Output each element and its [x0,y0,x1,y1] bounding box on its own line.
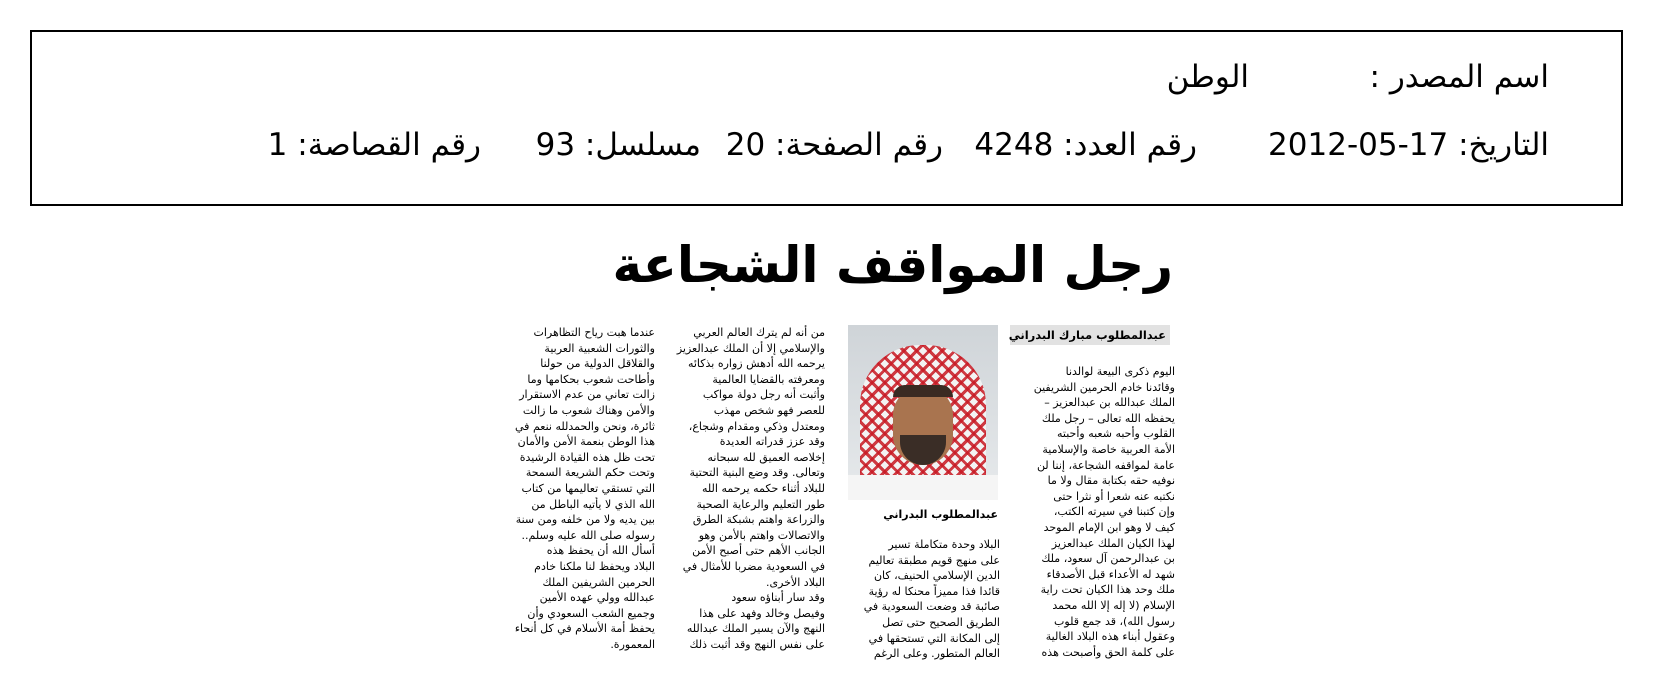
source-value: الوطن [1166,59,1249,95]
article-line: وعقول أبناء هذه البلاد الغالية [1045,630,1175,644]
article-line: الملك عبدالله بن عبدالعزيز – [1044,396,1175,410]
article-line: وجميع الشعب السعودي وأن [527,606,655,620]
article-line: يحفظ أمة الأسلام في كل أنحاء [514,622,655,636]
article-line: وتحت حكم الشريعة السمحة [525,466,655,480]
article-line: طور التعليم والرعاية الصحية [696,497,825,511]
article-line: بين يديه ولا من خلفه ومن سنة [515,513,655,527]
clip-number: رقم القصاصة: 1 [267,127,481,163]
article-line: من أنه لم يترك العالم العربي [693,326,825,339]
article-line: الطريق الصحيح حتى تصل [882,615,1000,629]
author-byline: عبدالمطلوب مبارك البدراني [1010,325,1170,345]
article-line: والزراعة واهتم بشبكة الطرق [692,513,825,527]
article-line: للبلاد أثناء حكمه يرحمه الله [702,481,825,495]
article-line: يحفظه الله تعالى – رجل ملك [1041,411,1175,425]
article-line: والأمن وهناك شعوب ما زالت [522,403,655,417]
article-line: وقد سار أبناؤه سعود [731,591,825,605]
article-line: شهد له الأعداء قبل الأصدقاء [1046,567,1175,581]
article-line: العالم المتطور. وعلى الرغم [873,647,1000,661]
article-line: اليوم ذكرى البيعة لوالدنا [1065,365,1175,378]
article-line: البلاد ويحفظ لنا ملكنا خادم [534,559,655,573]
article-line: ومعتدل وذكي ومقدام وشجاع، [688,419,825,433]
article-line: عامة لمواقفه الشجاعة، إننا لن [1036,458,1175,472]
article-line: الدين الإسلامي الحنيف، كان [873,569,1000,583]
article-line: عبدالله وولي عهده الأمين [539,591,655,605]
date-field: التاريخ: 17-05-2012 [1268,127,1549,163]
article-line: بن عبدالرحمن آل سعود، ملك [1041,552,1175,566]
article-line: في السعودية مضربا للأمثال في [682,559,825,573]
article-line: والثورات الشعبية العربية [544,341,655,355]
article-line: يرحمه الله أدهش زواره بذكائه [687,357,825,371]
article-line: والإسلامي إلا أن الملك عبدالعزيز [676,341,825,355]
article-line: وأطاحت شعوب بحكامها وما [527,372,655,386]
serial-number: مسلسل: 93 [535,127,701,163]
article-line: وقائدنا خادم الحرمين الشريفين [1033,380,1175,394]
article-line: لهذا الكيان الملك عبدالعزيز [1051,536,1175,550]
article-column-4 [498,325,655,652]
article-line: رسوله صلى الله عليه وسلم.. [521,528,655,542]
article-title: رجل المواقف الشجاعة [612,236,1173,294]
article-line: على منهج قويم مطبقة تعاليم [868,553,1000,567]
article-line: قائدا فذا مميزاً محنكا له رؤية [868,584,1000,598]
article-line: إلى المكانة التي تستحقها في [868,631,1000,645]
column-text [1005,364,1175,660]
article-line: البلاد وحدة متكاملة تسير [888,538,1000,551]
article-line: الإسلام (لا إله إلا الله محمد [1052,598,1175,612]
article-line: رسول الله)، قد جمع قلوب [1054,614,1175,628]
article-line: والقلاقل الدولية من حولنا [540,357,655,371]
column-text [498,325,655,652]
article-line: الله الذي لا يأتيه الباطل من [531,497,655,511]
article-line: التي تستقي تعاليمها من كتاب [521,481,655,495]
source-label: اسم المصدر : [1369,59,1549,95]
article-line: عندما هبت رياح التظاهرات [533,326,655,339]
photo-hair [893,385,953,397]
article-line: نوفيه حقه بكتابة مقال ولا ما [1047,474,1175,488]
article-line: القلوب وأحبه شعبه وأحبته [1057,427,1175,441]
article-line: زالت تعاني من عدم الاستقرار [519,388,655,402]
article-line: وفيصل وخالد وفهد على هذا [699,606,825,620]
page-number: رقم الصفحة: 20 [725,127,943,163]
article-line: ملك وحد هذا الكيان تحت راية [1040,583,1175,597]
article-column-1 [1005,364,1175,660]
article-line: على نفس النهج وقد أثبت ذلك [689,637,825,651]
photo-caption: عبدالمطلوب البدراني [883,508,998,521]
article-line: ثائرة، ونحن والحمدلله ننعم في [515,419,655,433]
article-line: إخلاصه العميق لله سبحانه [707,450,825,464]
article-line: للعصر فهو شخص مهذب [713,403,825,417]
article-line: النهج والآن يسير الملك عبدالله [686,622,825,636]
article-line: والاتصالات واهتم بالأمن وهو [698,528,825,542]
article-line: ومعرفته بالقضايا العالمية [712,372,825,386]
article-line: وإن كتبنا في سيرته الكتب، [1053,505,1175,519]
article-line: هذا الوطن بنعمة الأمن والأمان [517,435,655,449]
article-column-2 [845,537,1000,662]
article-line: أسأل الله أن يحفظ هذه [546,544,655,558]
issue-number: رقم العدد: 4248 [974,127,1197,163]
article-line: الأمة العربية خاصة والإسلامية [1042,442,1175,456]
source-info-box [30,30,1623,206]
article-line: وتعالى. وقد وضع البنية التحتية [689,466,825,480]
article-line: وأثبت أنه رجل دولة مواكب [702,388,825,402]
article-line: على كلمة الحق وأصبحت هذه [1041,645,1175,659]
article-line: المعمورة. [610,637,655,651]
article-line: وقد عزز قدراته العديدة [719,435,825,449]
article-line: الجانب الأهم حتى أصبح الأمن [692,544,825,558]
article-line: الحرمين الشريفين الملك [542,575,655,589]
column-text [668,325,825,652]
article-line: تحت ظل هذه القيادة الرشيدة [519,450,655,464]
article-line: نكتبه عنه شعرا أو نثرا حتى [1053,489,1175,503]
article-line: صائبة قد وضعت السعودية في [863,600,1000,614]
author-photo [848,325,998,500]
article-line: البلاد الأخرى. [766,575,825,589]
article-line: كيف لا وهو ابن الإمام الموحد [1043,520,1175,534]
article-column-3 [668,325,825,652]
photo-shirt [848,475,998,500]
column-text [845,537,1000,662]
